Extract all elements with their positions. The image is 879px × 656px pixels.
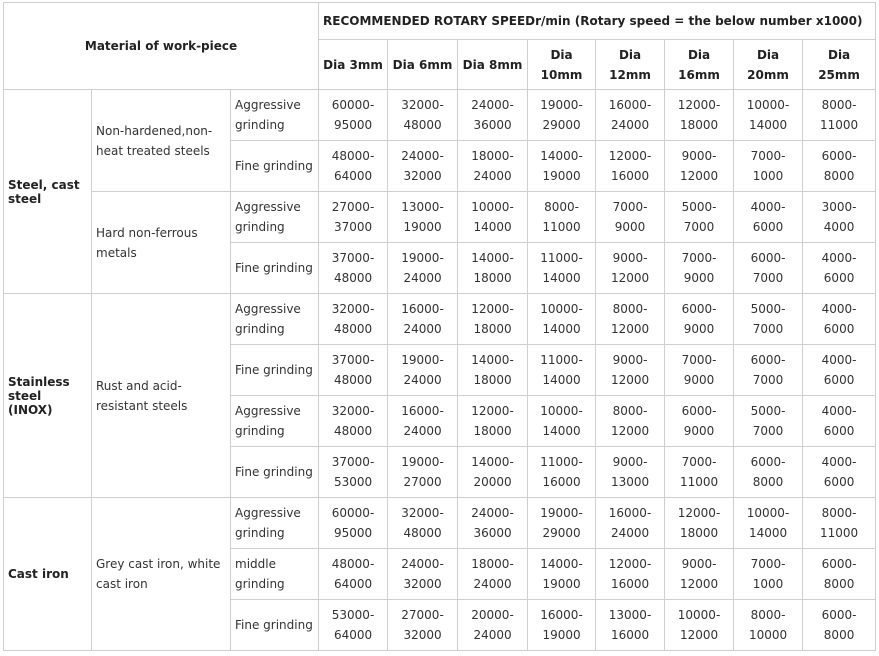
speed-value-cell: 13000-19000	[388, 192, 458, 243]
speed-value-cell: 4000-6000	[803, 243, 876, 294]
speed-value-cell: 14000-20000	[458, 447, 528, 498]
speed-value-cell: 7000-9000	[665, 345, 734, 396]
speed-value-cell: 12000-16000	[596, 549, 665, 600]
table-row	[4, 192, 876, 243]
speed-value-cell: 7000-9000	[665, 243, 734, 294]
speed-value-cell: 27000-37000	[319, 192, 388, 243]
speed-value-cell: 6000-7000	[734, 243, 803, 294]
speed-value-cell: 7000-1000	[734, 141, 803, 192]
speed-value-cell: 5000-7000	[734, 396, 803, 447]
speed-value-cell: 10000-14000	[734, 90, 803, 141]
speed-value-cell: 5000-7000	[665, 192, 734, 243]
speed-value-cell: 9000-12000	[665, 141, 734, 192]
speed-value-cell: 18000-24000	[458, 549, 528, 600]
speed-value-cell: 19000-24000	[388, 243, 458, 294]
speed-value-cell: 8000-12000	[596, 294, 665, 345]
speed-value-cell: 6000-8000	[734, 447, 803, 498]
speed-value-cell: 7000-9000	[596, 192, 665, 243]
material-description-cell: Rust and acid-resistant steels	[92, 294, 231, 498]
grinding-mode-cell: Aggressive grinding	[231, 498, 319, 549]
speed-value-cell: 12000-18000	[458, 396, 528, 447]
speed-value-cell: 8000-12000	[596, 396, 665, 447]
material-header: Material of work-piece	[4, 3, 319, 90]
speed-value-cell: 12000-18000	[665, 498, 734, 549]
category-cell: Stainless steel (INOX)	[4, 294, 92, 498]
speed-value-cell: 6000-8000	[803, 549, 876, 600]
table-row	[4, 294, 876, 345]
speed-value-cell: 19000-27000	[388, 447, 458, 498]
speed-value-cell: 32000-48000	[388, 498, 458, 549]
diameter-header: Dia 12mm	[596, 40, 665, 90]
speed-value-cell: 37000-53000	[319, 447, 388, 498]
speed-value-cell: 5000-7000	[734, 294, 803, 345]
speed-value-cell: 24000-36000	[458, 90, 528, 141]
speed-value-cell: 14000-18000	[458, 345, 528, 396]
speed-value-cell: 16000-24000	[388, 294, 458, 345]
speed-value-cell: 11000-14000	[528, 345, 596, 396]
diameter-header: Dia 25mm	[803, 40, 876, 90]
grinding-mode-cell: middle grinding	[231, 549, 319, 600]
speed-value-cell: 20000-24000	[458, 600, 528, 651]
speed-value-cell: 11000-14000	[528, 243, 596, 294]
speed-value-cell: 16000-19000	[528, 600, 596, 651]
speed-value-cell: 48000-64000	[319, 141, 388, 192]
table-header	[4, 3, 876, 90]
speed-value-cell: 32000-48000	[319, 294, 388, 345]
speed-value-cell: 4000-6000	[803, 396, 876, 447]
speed-value-cell: 3000-4000	[803, 192, 876, 243]
speed-value-cell: 6000-7000	[734, 345, 803, 396]
speed-value-cell: 48000-64000	[319, 549, 388, 600]
grinding-mode-cell: Fine grinding	[231, 447, 319, 498]
diameter-header: Dia 6mm	[388, 40, 458, 90]
speed-value-cell: 19000-29000	[528, 90, 596, 141]
speed-value-cell: 12000-18000	[458, 294, 528, 345]
speed-value-cell: 7000-1000	[734, 549, 803, 600]
speed-header: RECOMMENDED ROTARY SPEEDr/min (Rotary speed = the below number x1000)	[319, 3, 876, 40]
speed-value-cell: 14000-18000	[458, 243, 528, 294]
speed-value-cell: 10000-12000	[665, 600, 734, 651]
table-body	[4, 90, 876, 651]
speed-value-cell: 32000-48000	[319, 396, 388, 447]
category-cell: Cast iron	[4, 498, 92, 651]
speed-value-cell: 16000-24000	[388, 396, 458, 447]
speed-value-cell: 9000-12000	[596, 345, 665, 396]
speed-value-cell: 11000-16000	[528, 447, 596, 498]
speed-value-cell: 4000-6000	[803, 294, 876, 345]
diameter-header: Dia 20mm	[734, 40, 803, 90]
material-description-cell: Non-hardened,non-heat treated steels	[92, 90, 231, 192]
speed-value-cell: 60000-95000	[319, 90, 388, 141]
speed-value-cell: 24000-32000	[388, 141, 458, 192]
diameter-header: Dia 3mm	[319, 40, 388, 90]
speed-value-cell: 13000-16000	[596, 600, 665, 651]
speed-value-cell: 14000-19000	[528, 549, 596, 600]
speed-value-cell: 10000-14000	[458, 192, 528, 243]
speed-value-cell: 16000-24000	[596, 90, 665, 141]
grinding-mode-cell: Aggressive grinding	[231, 396, 319, 447]
speed-value-cell: 8000-11000	[803, 90, 876, 141]
speed-value-cell: 19000-24000	[388, 345, 458, 396]
speed-value-cell: 4000-6000	[803, 447, 876, 498]
material-description-cell: Hard non-ferrous metals	[92, 192, 231, 294]
diameter-header: Dia 10mm	[528, 40, 596, 90]
speed-value-cell: 16000-24000	[596, 498, 665, 549]
grinding-mode-cell: Aggressive grinding	[231, 294, 319, 345]
speed-value-cell: 19000-29000	[528, 498, 596, 549]
speed-value-cell: 4000-6000	[803, 345, 876, 396]
speed-value-cell: 8000-11000	[528, 192, 596, 243]
grinding-mode-cell: Aggressive grinding	[231, 90, 319, 141]
speed-value-cell: 12000-16000	[596, 141, 665, 192]
speed-value-cell: 10000-14000	[734, 498, 803, 549]
speed-value-cell: 6000-9000	[665, 396, 734, 447]
speed-value-cell: 18000-24000	[458, 141, 528, 192]
rotary-speed-table	[3, 2, 876, 651]
grinding-mode-cell: Aggressive grinding	[231, 192, 319, 243]
diameter-header: Dia 8mm	[458, 40, 528, 90]
grinding-mode-cell: Fine grinding	[231, 141, 319, 192]
speed-value-cell: 6000-9000	[665, 294, 734, 345]
speed-value-cell: 9000-12000	[665, 549, 734, 600]
material-description-cell: Grey cast iron, white cast iron	[92, 498, 231, 651]
speed-value-cell: 9000-12000	[596, 243, 665, 294]
speed-value-cell: 8000-11000	[803, 498, 876, 549]
speed-value-cell: 37000-48000	[319, 345, 388, 396]
speed-value-cell: 10000-14000	[528, 396, 596, 447]
speed-value-cell: 32000-48000	[388, 90, 458, 141]
speed-value-cell: 24000-36000	[458, 498, 528, 549]
speed-value-cell: 27000-32000	[388, 600, 458, 651]
speed-value-cell: 37000-48000	[319, 243, 388, 294]
header-row-top	[4, 3, 876, 40]
category-cell: Steel, cast steel	[4, 90, 92, 294]
speed-value-cell: 60000-95000	[319, 498, 388, 549]
table-row	[4, 498, 876, 549]
speed-value-cell: 14000-19000	[528, 141, 596, 192]
grinding-mode-cell: Fine grinding	[231, 345, 319, 396]
speed-value-cell: 7000-11000	[665, 447, 734, 498]
speed-value-cell: 4000-6000	[734, 192, 803, 243]
diameter-header: Dia 16mm	[665, 40, 734, 90]
speed-value-cell: 12000-18000	[665, 90, 734, 141]
speed-value-cell: 6000-8000	[803, 141, 876, 192]
table-row	[4, 90, 876, 141]
speed-value-cell: 9000-13000	[596, 447, 665, 498]
grinding-mode-cell: Fine grinding	[231, 243, 319, 294]
speed-value-cell: 8000-10000	[734, 600, 803, 651]
speed-value-cell: 24000-32000	[388, 549, 458, 600]
speed-value-cell: 53000-64000	[319, 600, 388, 651]
speed-value-cell: 10000-14000	[528, 294, 596, 345]
speed-value-cell: 6000-8000	[803, 600, 876, 651]
grinding-mode-cell: Fine grinding	[231, 600, 319, 651]
